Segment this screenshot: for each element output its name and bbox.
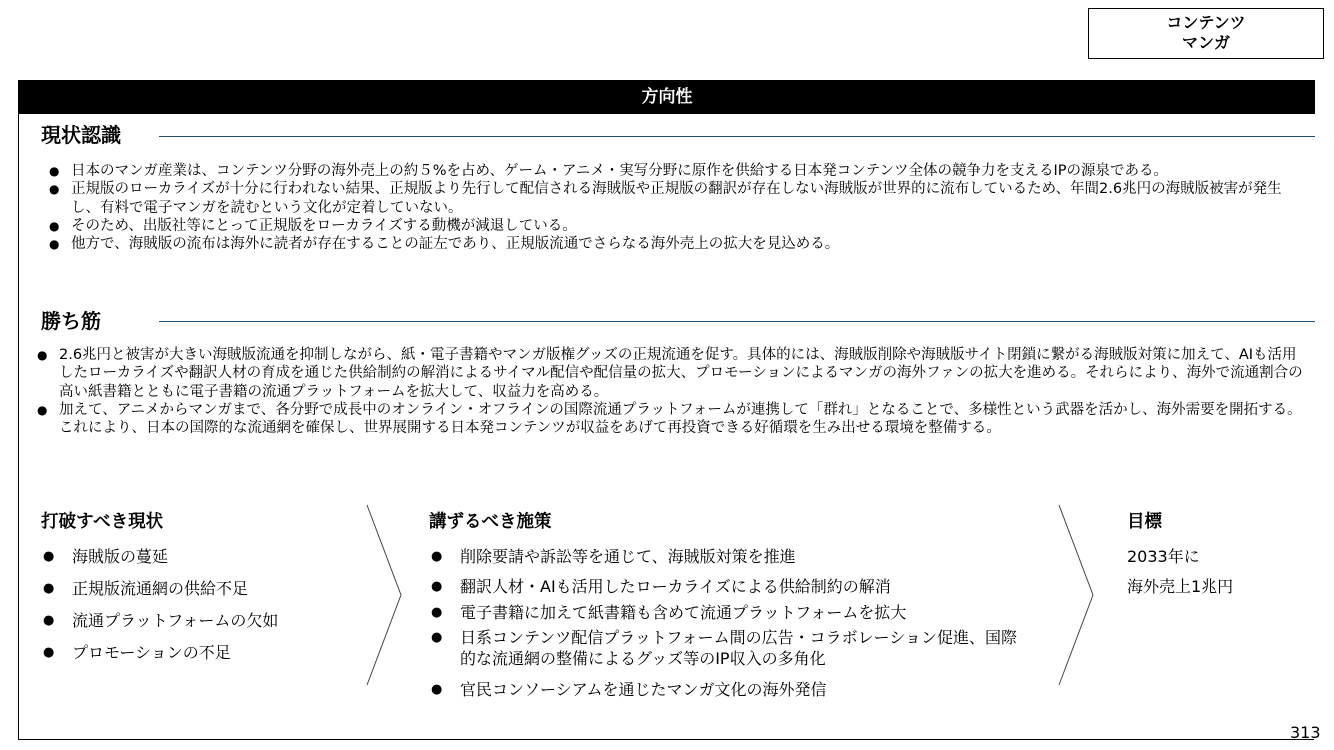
list-item: ● 流通プラットフォームの欠如 [41, 610, 371, 631]
goal-title: 目標 [1127, 512, 1162, 532]
category-tag-line1: コンテンツ [1166, 13, 1246, 32]
goal-line2: 海外売上1兆円 [1127, 577, 1234, 596]
list-item: ● 2.6兆円と被害が大きい海賊版流通を抑制しながら、紙・電子書籍やマンガ版権グッズの正規流通を促す。具体的には、海賊版削除や海賊版サイト閉鎖に繋がる海賊版対策に加えて、AIも活用したローカライズや翻訳人材の育成を通じた供給制約の解消によるサイマル配信や配信量の拡大、プロモーションによるマンガの海外ファンの拡大を進める。それらにより、海外で流通割合の高い紙書籍とともに電子書籍の流通プラットフォームを拡大して、収益力を高める。 [25, 346, 1309, 401]
list-item: ● そのため、出版社等にとって正規版をローカライズする動機が減退している。 [37, 217, 1309, 235]
status-quo-title: 打破すべき現状 [41, 512, 164, 532]
page-number: 313 [1290, 723, 1321, 742]
section-rule [159, 321, 1315, 322]
list-item: ● 電子書籍に加えて紙書籍も含めて流通プラットフォームを拡大 [429, 602, 1029, 623]
list-item: ● 翻訳人材・AIも活用したローカライズによる供給制約の解消 [429, 576, 1029, 597]
section-rule [159, 136, 1315, 137]
list-item: ● 他方で、海賊版の流布は海外に読者が存在することの証左であり、正規版流通でさらなる海外売上の拡大を見込める。 [37, 235, 1309, 253]
measures-title: 講ずるべき施策 [429, 512, 552, 532]
list-item: ● 日本のマンガ産業は、コンテンツ分野の海外売上の約５%を占め、ゲーム・アニメ・実写分野に原作を供給する日本発コンテンツ全体の競争力を支えるIPの源泉である。 [37, 162, 1309, 180]
goal-line1: 2033年に [1127, 547, 1200, 566]
winning-strategy-list [25, 346, 1309, 437]
section-title-current: 現状認識 [41, 122, 129, 148]
list-item: ● 海賊版の蔓延 [41, 546, 371, 567]
category-tag-line2: マンガ [1181, 33, 1230, 52]
list-item: ● 削除要請や訴訟等を通じて、海賊版対策を推進 [429, 546, 1029, 567]
chevron-arrow-icon [1057, 504, 1097, 686]
list-item: ● プロモーションの不足 [41, 642, 371, 663]
chevron-arrow-icon [365, 504, 405, 686]
list-item: ● 日系コンテンツ配信プラットフォーム間の広告・コラボレーション促進、国際的な流通網の整備によるグッズ等のIP収入の多角化 [429, 627, 1019, 669]
section-title-strategy: 勝ち筋 [41, 308, 109, 334]
category-tag [1088, 8, 1324, 59]
status-quo-list [41, 546, 371, 663]
list-item: ● 正規版流通網の供給不足 [41, 578, 371, 599]
list-item: ● 官民コンソーシアムを通じたマンガ文化の海外発信 [429, 679, 1029, 700]
header-bar: 方向性 [19, 80, 1315, 114]
content-frame [18, 80, 1314, 740]
measures-list [429, 546, 1029, 700]
current-recognition-list [37, 162, 1309, 253]
list-item: ● 加えて、アニメからマンガまで、各分野で成長中のオンライン・オフラインの国際流通プラットフォームが連携して「群れ」となることで、多様性という武器を活かし、海外需要を開拓する。これにより、日本の国際的な流通網を確保し、世界展開する日本発コンテンツが収益をあげて再投資できる好循環を生み出せる環境を整備する。 [25, 401, 1309, 438]
list-item: ● 正規版のローカライズが十分に行われない結果、正規版より先行して配信される海賊版や正規版の翻訳が存在しない海賊版が世界的に流布しているため、年間2.6兆円の海賊版被害が発生し、有料で電子マンガを読むという文化が定着していない。 [37, 180, 1309, 217]
